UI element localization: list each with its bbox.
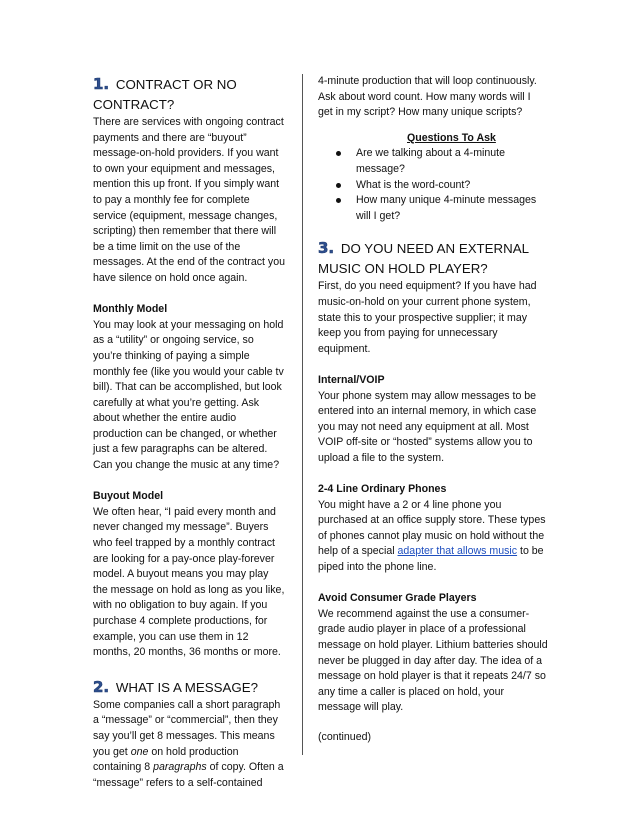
section-1-heading xyxy=(93,74,285,115)
section-2-title: WHAT IS A MESSAGE? xyxy=(115,679,258,695)
adapter-link[interactable]: adapter that allows music xyxy=(397,545,518,558)
column-divider xyxy=(302,74,303,755)
avoid-players-body: We recommend against the use a consumer-grade audio player in place of a professional message on hold player. Lithium batteries should never be plugged in day after day. The idea of a message on hold player is that it repeats 24/7 so any time a caller is placed on hold, your message will play. xyxy=(318,607,548,714)
line-phones-body: You might have a 2 or 4 line phone you purchased at an office supply store. These types of phones cannot play music on hold without the help of a special adapter that allows music to be piped into the phone line. xyxy=(318,498,546,574)
list-item: Are we talking about a 4-minute message? xyxy=(356,146,548,177)
bullet-icon xyxy=(336,183,341,188)
section-2-body: Some companies call a short paragraph a “message” or “commercial”, then they say you’ll get 8 messages. This means you get one on hold production containing 8 paragraphs of copy. Often a “message” refers to a self-contained xyxy=(93,698,284,789)
list-item: How many unique 4-minute messages will I get? xyxy=(356,193,548,224)
section-3-heading xyxy=(318,238,548,279)
section-1-body: There are services with ongoing contract payments and there are “buyout” message-on-hold providers. If you want to own your equipment and messages, mention this up front. If you simply want to pay a monthly fee for complete service (equipment, message changes, scripting) then remember that there will be a time limit on the use of the messages. At the end of the contract you have silence on hold once again. xyxy=(93,116,285,284)
voip-title: Internal/VOIP xyxy=(318,373,385,386)
line-phones-title: 2-4 Line Ordinary Phones xyxy=(318,483,447,496)
section-2-number: 2. xyxy=(93,677,110,696)
section-3-body: First, do you need equipment? If you have had music-on-hold on your current phone system, state this to your prospective supplier; it may keep you from paying for unnecessary equipment. xyxy=(318,280,537,355)
section-2-heading xyxy=(93,677,285,698)
section-1-number: 1. xyxy=(93,75,110,93)
monthly-model-body: You may look at your messaging on hold as a “utility” or ongoing service, so you’re thinking of paying a simple monthly fee (like you would your cable tv bill). That can be accomplished, but look carefully at what you’re getting. Ask about whether the entire audio production can be changed, or whether just a few paragraphs can be altered. Can you change the music at any time? xyxy=(93,318,284,472)
section-1-title: CONTRACT OR NO CONTRACT? xyxy=(93,77,237,112)
right-intro: 4-minute production that will loop continuously. Ask about word count. How many words will I get in my script? How many unique scripts? xyxy=(318,75,537,119)
buyout-model-body: We often hear, “I paid every month and never changed my message”. Buyers who feel trapped by a monthly contract are looking for a pay-once play-forever model. A buyout means you may play the message on hold as long as you like, with no obligation to buy again. If you purchase 4 complete productions, for example, you can use them in 12 months, 20 months, 36 months or more. xyxy=(93,505,285,659)
questions-list xyxy=(318,146,548,224)
section-3-number: 3. xyxy=(318,239,335,258)
voip-body: Your phone system may allow messages to be entered into an internal memory, in which case you may not need any equipment at all. Most VOIP off-site or “hosted” systems allow you to upload a file to the system. xyxy=(318,389,537,464)
right-column xyxy=(318,74,548,716)
bullet-icon xyxy=(336,151,341,156)
section-3-title: DO YOU NEED AN EXTERNAL MUSIC ON HOLD PLAYER? xyxy=(318,241,529,277)
bullet-icon xyxy=(336,198,341,203)
questions-to-ask-title: Questions To Ask xyxy=(407,131,496,144)
list-item: What is the word-count? xyxy=(356,178,548,194)
continued-note: (continued) xyxy=(318,731,371,743)
left-column xyxy=(93,74,285,791)
monthly-model-title: Monthly Model xyxy=(93,303,168,316)
buyout-model-title: Buyout Model xyxy=(93,490,164,503)
avoid-players-title: Avoid Consumer Grade Players xyxy=(318,592,477,605)
